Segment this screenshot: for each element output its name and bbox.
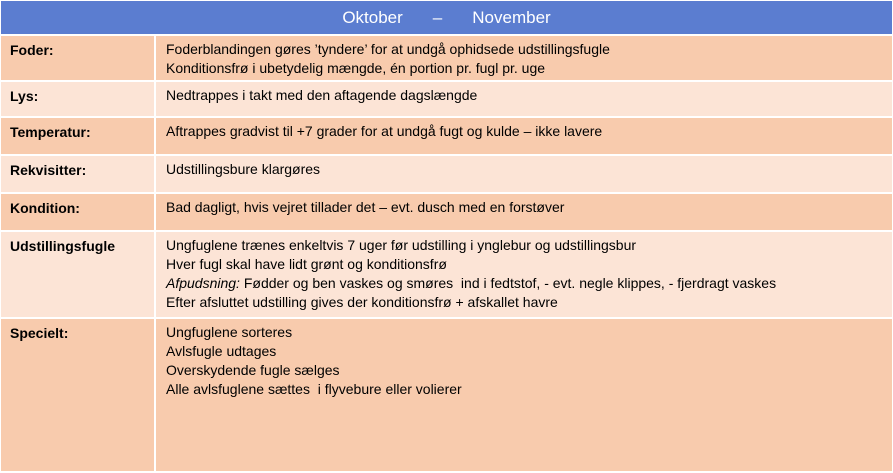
row-body xyxy=(156,194,892,230)
table-header xyxy=(1,1,892,36)
row-line: Konditionsfrø i ubetydelig mængde, én portion pr. fugl pr. uge xyxy=(166,60,546,76)
table-row-kondition xyxy=(1,194,892,232)
care-schedule-table xyxy=(1,1,892,471)
row-body xyxy=(156,82,892,116)
row-line: Aftrappes gradvist til +7 grader for at undgå fugt og kulde – ikke lavere xyxy=(166,123,603,139)
row-label: Temperatur: xyxy=(1,118,156,154)
row-label: Rekvisitter: xyxy=(1,156,156,192)
table-row-specielt xyxy=(1,319,892,471)
row-label: Udstillingsfugle xyxy=(1,232,156,317)
table-row-rekvisitter xyxy=(1,156,892,194)
row-line: Alle avlsfuglene sættes i flyvebure eller volierer xyxy=(166,381,462,397)
row-line: Overskydende fugle sælges xyxy=(166,362,340,378)
row-body xyxy=(156,36,892,80)
row-body xyxy=(156,319,892,471)
row-line-afpudsning xyxy=(166,274,892,293)
row-line: Avlsfugle udtages xyxy=(166,343,277,359)
row-line: Bad dagligt, hvis vejret tillader det – evt. dusch med en forstøver xyxy=(166,199,565,215)
row-label: Foder: xyxy=(1,36,156,80)
month-from: Oktober xyxy=(342,7,403,27)
row-line: Udstillingsbure klargøres xyxy=(166,161,321,177)
row-body xyxy=(156,232,892,317)
row-line: Ungfuglene trænes enkeltvis 7 uger før udstilling i ynglebur og udstillingsbur xyxy=(166,237,637,253)
row-body xyxy=(156,156,892,192)
table-row-udstillingsfugle xyxy=(1,232,892,319)
table-row-temperatur xyxy=(1,118,892,156)
row-line: Ungfuglene sorteres xyxy=(166,324,293,340)
row-label: Lys: xyxy=(1,82,156,116)
row-line: Foderblandingen gøres ’tyndere’ for at undgå ophidsede udstillingsfugle xyxy=(166,41,610,57)
italic-rest: Fødder og ben vaskes og smøres ind i fedtstof, - evt. negle klippes, - fjerdragt vaskes xyxy=(239,275,777,291)
row-line: Efter afsluttet udstilling gives der konditionsfrø + afskallet havre xyxy=(166,294,558,310)
row-line: Hver fugl skal have lidt grønt og konditionsfrø xyxy=(166,256,447,272)
row-line: Nedtrappes i takt med den aftagende dagslængde xyxy=(166,87,478,103)
month-separator: – xyxy=(432,7,443,27)
table-row-lys xyxy=(1,82,892,118)
month-to: November xyxy=(472,7,551,27)
table-row-foder xyxy=(1,36,892,82)
row-body xyxy=(156,118,892,154)
italic-prefix: Afpudsning: xyxy=(166,275,240,291)
row-label: Specielt: xyxy=(1,319,156,471)
row-label: Kondition: xyxy=(1,194,156,230)
